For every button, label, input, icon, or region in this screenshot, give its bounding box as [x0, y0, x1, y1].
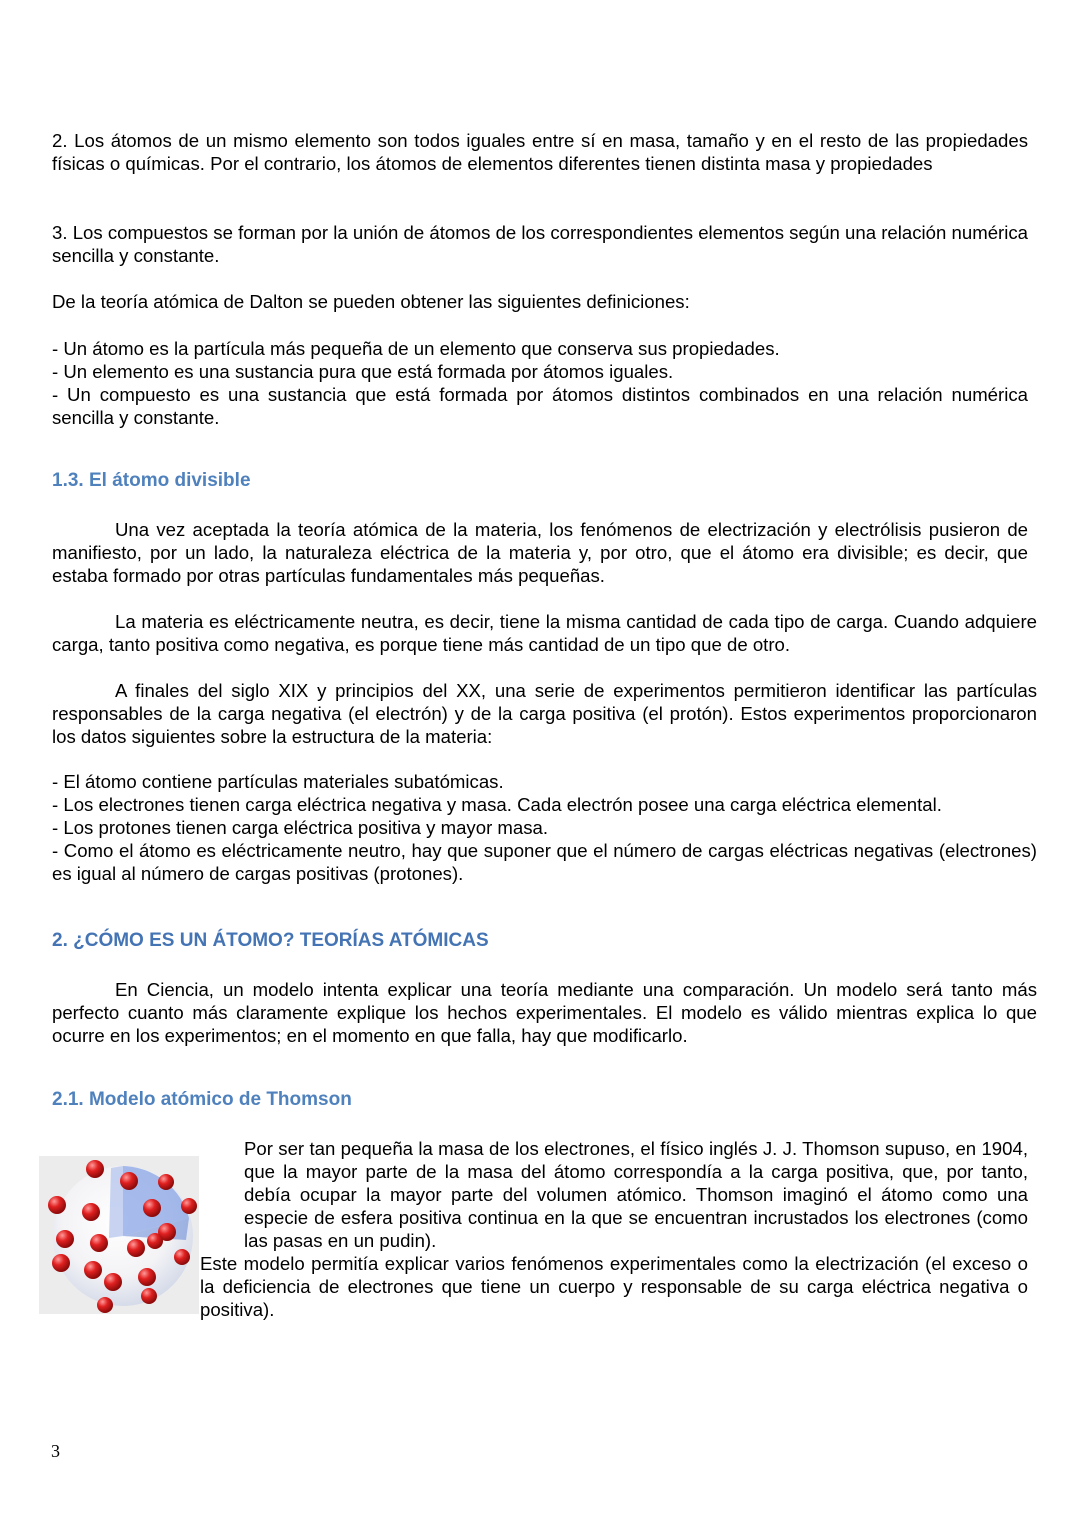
thomson-atom-image: [39, 1156, 199, 1314]
section-heading-1-3: 1.3. El átomo divisible: [52, 470, 251, 491]
definition-item: - Un átomo es la partícula más pequeña de un elemento que conserva sus propiedades.: [52, 338, 780, 359]
section-1-3-paragraph-3: A finales del siglo XIX y principios del XX, una serie de experimentos permitieron identificar las partículas responsables de la carga negativa (el electrón) y de la carga positiva (el protón). Estos experimentos proporcionaron los datos siguientes sobre la estructura de la materia:: [52, 680, 1037, 747]
thomson-paragraph-2: Este modelo permitía explicar varios fenómenos experimentales como la electrización (el exceso o la deficiencia de electrones que tiene un cuerpo y responsable de su carga eléctrica negativa o positiva).: [200, 1253, 1028, 1320]
page-number: 3: [51, 1441, 60, 1461]
list-item: - El átomo contiene partículas materiales subatómicas.: [52, 771, 504, 792]
list-item: - Los electrones tienen carga eléctrica negativa y masa. Cada electrón posee una carga eléctrica elemental.: [52, 794, 942, 815]
thomson-paragraph-1: Por ser tan pequeña la masa de los electrones, el físico inglés J. J. Thomson supuso, en 1904, que la mayor parte de la masa del átomo correspondía a la carga positiva, que, por tanto, debía ocupar la mayor parte del volumen atómico. Thomson imaginó el átomo como una especie de esfera positiva continua en la que se encuentran incrustados los electrones (como las pasas en un pudin).: [244, 1138, 1028, 1251]
definitions-intro: De la teoría atómica de Dalton se pueden obtener las siguientes definiciones:: [52, 291, 690, 312]
section-1-3-paragraph-2: La materia es eléctricamente neutra, es decir, tiene la misma cantidad de cada tipo de carga. Cuando adquiere carga, tanto positiva como negativa, es porque tiene más cantidad de un tipo que de otro.: [52, 611, 1037, 655]
subatomic-facts-list: [52, 770, 1037, 885]
definitions-list: [52, 337, 1028, 429]
definition-item: - Un compuesto es una sustancia que está formada por átomos distintos combinados en una relación numérica sencilla y constante.: [52, 384, 1028, 428]
thomson-atom-model-icon: [39, 1156, 199, 1314]
dalton-postulate-2: 2. Los átomos de un mismo elemento son todos iguales entre sí en masa, tamaño y en el resto de las propiedades físicas o químicas. Por el contrario, los átomos de elementos diferentes tienen distinta masa y propiedades: [52, 130, 1028, 174]
section-1-3-paragraph-1: Una vez aceptada la teoría atómica de la materia, los fenómenos de electrización y electrólisis pusieron de manifiesto, por un lado, la naturaleza eléctrica de la materia y, por otro, que el átomo era divisible; es decir, que estaba formado por otras partículas fundamentales más pequeñas.: [52, 519, 1028, 586]
section-heading-2: 2. ¿CÓMO ES UN ÁTOMO? TEORÍAS ATÓMICAS: [52, 930, 489, 951]
section-heading-2-1: 2.1. Modelo atómico de Thomson: [52, 1089, 352, 1110]
dalton-postulate-3: 3. Los compuestos se forman por la unión de átomos de los correspondientes elementos según una relación numérica sencilla y constante.: [52, 222, 1028, 266]
list-item: - Los protones tienen carga eléctrica positiva y mayor masa.: [52, 817, 549, 838]
list-item: - Como el átomo es eléctricamente neutro, hay que suponer que el número de cargas eléctricas negativas (electrones) es igual al número de cargas positivas (protones).: [52, 840, 1037, 884]
thomson-description: [200, 1137, 1028, 1321]
section-2-paragraph-1: En Ciencia, un modelo intenta explicar una teoría mediante una comparación. Un modelo será tanto más perfecto cuanto más claramente explique los hechos experimentales. El modelo es válido mientras explica lo que ocurre en los experimentos; en el momento en que falla, hay que modificarlo.: [52, 979, 1037, 1046]
definition-item: - Un elemento es una sustancia pura que está formada por átomos iguales.: [52, 361, 674, 382]
